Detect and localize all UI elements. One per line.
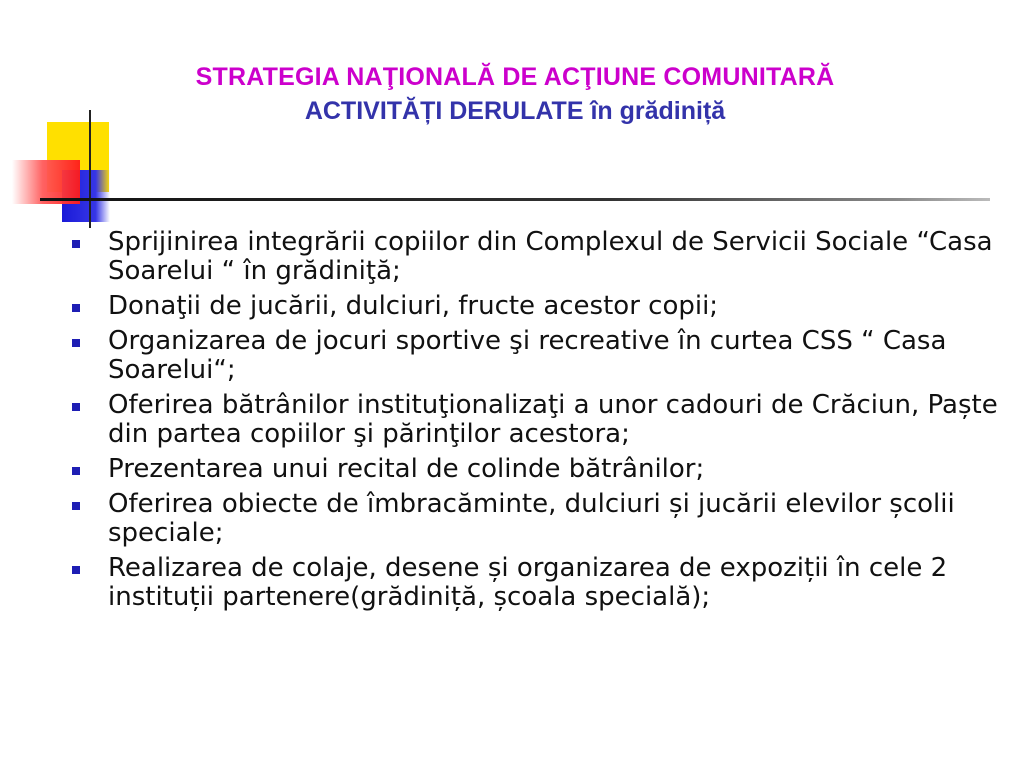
list-item-text: Oferirea bătrânilor instituţionalizaţi a unor cadouri de Crăciun, Paște din partea copiilor şi părinţilor acestora; <box>108 390 998 449</box>
list-item <box>70 554 1000 612</box>
square-bullet-icon <box>72 403 80 411</box>
square-bullet-icon <box>72 566 80 574</box>
list-item-text: Prezentarea unui recital de colinde bătrânilor; <box>108 454 705 484</box>
list-item <box>70 455 1000 484</box>
title-line-1: STRATEGIA NAŢIONALĂ DE ACŢIUNE COMUNITARĂ <box>195 63 835 91</box>
square-bullet-icon <box>72 467 80 475</box>
list-item <box>70 391 1000 449</box>
activities-list <box>70 228 1000 618</box>
title-line-2: ACTIVITĂȚI DERULATE în grădiniță <box>304 97 726 125</box>
square-bullet-icon <box>72 502 80 510</box>
list-item-text: Oferirea obiecte de îmbracăminte, dulciuri și jucării elevilor școlii speciale; <box>108 489 955 548</box>
square-bullet-icon <box>72 240 80 248</box>
title-underline <box>40 198 990 201</box>
list-item <box>70 292 1000 321</box>
list-item-text: Sprijinirea integrării copiilor din Complexul de Servicii Sociale “Casa Soarelui “ în grădiniţă; <box>108 227 993 286</box>
slide-title <box>40 60 990 128</box>
list-item <box>70 490 1000 548</box>
list-item-text: Realizarea de colaje, desene și organizarea de expoziții în cele 2 instituții partenere(grădiniță, școala specială); <box>108 553 948 612</box>
list-item-text: Donaţii de jucării, dulciuri, fructe acestor copii; <box>108 291 719 321</box>
list-item-text: Organizarea de jocuri sportive şi recreative în curtea CSS “ Casa Soarelui“; <box>108 326 947 385</box>
square-bullet-icon <box>72 339 80 347</box>
square-bullet-icon <box>72 304 80 312</box>
list-item <box>70 327 1000 385</box>
list-item <box>70 228 1000 286</box>
